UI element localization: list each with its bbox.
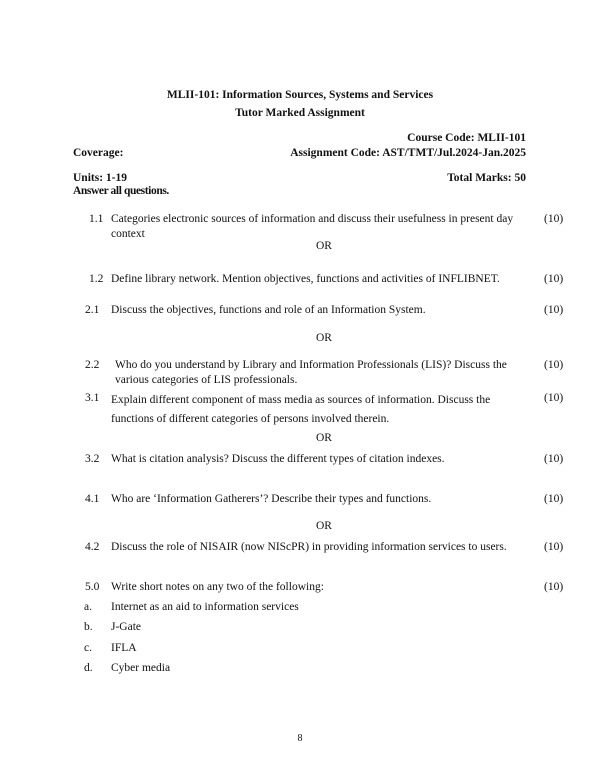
- question-text: Who do you understand by Library and Information Professionals (LIS)? Discuss the various categories of LIS professionals.: [115, 359, 507, 386]
- question-text: Who are ‘Information Gatherers’? Describe their types and functions.: [111, 493, 432, 505]
- total-marks: Total Marks: 50: [447, 172, 526, 184]
- question-marks: (10): [544, 273, 564, 285]
- sub-item-letter: b.: [84, 621, 93, 633]
- question-marks: (10): [544, 359, 564, 371]
- question-text: Write short notes on any two of the following:: [111, 581, 324, 593]
- question-text: Define library network. Mention objectives, functions and activities of INFLIBNET.: [111, 273, 500, 285]
- question-marks: (10): [544, 392, 564, 404]
- or-separator: OR: [316, 432, 332, 444]
- or-separator: OR: [316, 520, 332, 532]
- or-separator: OR: [316, 332, 332, 344]
- sub-item-letter: d.: [84, 662, 93, 674]
- or-separator: OR: [316, 240, 332, 252]
- question-number: 2.1: [85, 304, 100, 316]
- units-label: Units: 1-19: [73, 172, 127, 184]
- question-text: Categories electronic sources of information and discuss their usefulness in present day context: [111, 213, 514, 240]
- assignment-code: Assignment Code: AST/TMT/Jul.2024-Jan.2025: [290, 147, 526, 159]
- question-text: What is citation analysis? Discuss the different types of citation indexes.: [111, 453, 445, 465]
- question-number: 4.1: [85, 493, 100, 505]
- course-title: MLII-101: Information Sources, Systems and Services: [166, 89, 434, 101]
- question-number: 2.2: [85, 359, 100, 371]
- question-text: Explain different component of mass media as sources of information. Discuss the functions of different categories of persons involved therein.: [111, 394, 491, 425]
- coverage-label: Coverage:: [73, 147, 124, 159]
- question-marks: (10): [544, 493, 564, 505]
- page-number: 8: [297, 733, 303, 744]
- sub-item-text: J-Gate: [111, 621, 142, 633]
- instruction: Answer all questions.: [73, 185, 169, 197]
- sub-item-text: IFLA: [111, 642, 137, 654]
- question-marks: (10): [544, 304, 564, 316]
- question-text: Discuss the objectives, functions and role of an Information System.: [111, 304, 426, 316]
- question-marks: (10): [544, 581, 564, 593]
- sub-item-letter: a.: [84, 601, 92, 613]
- assignment-type: Tutor Marked Assignment: [235, 107, 365, 119]
- course-code: Course Code: MLII-101: [407, 132, 526, 144]
- question-number: 3.1: [85, 392, 100, 404]
- question-number: 4.2: [85, 541, 100, 553]
- sub-item-text: Internet as an aid to information services: [111, 601, 299, 613]
- question-number: 5.0: [85, 581, 100, 593]
- question-marks: (10): [544, 213, 564, 225]
- question-text: Discuss the role of NISAIR (now NIScPR) in providing information services to users.: [111, 541, 507, 553]
- sub-item-text: Cyber media: [111, 662, 171, 674]
- question-number: 3.2: [85, 453, 100, 465]
- question-marks: (10): [544, 453, 564, 465]
- question-number: 1.1: [89, 213, 104, 225]
- sub-item-letter: c.: [84, 642, 92, 654]
- question-marks: (10): [544, 541, 564, 553]
- question-number: 1.2: [89, 273, 104, 285]
